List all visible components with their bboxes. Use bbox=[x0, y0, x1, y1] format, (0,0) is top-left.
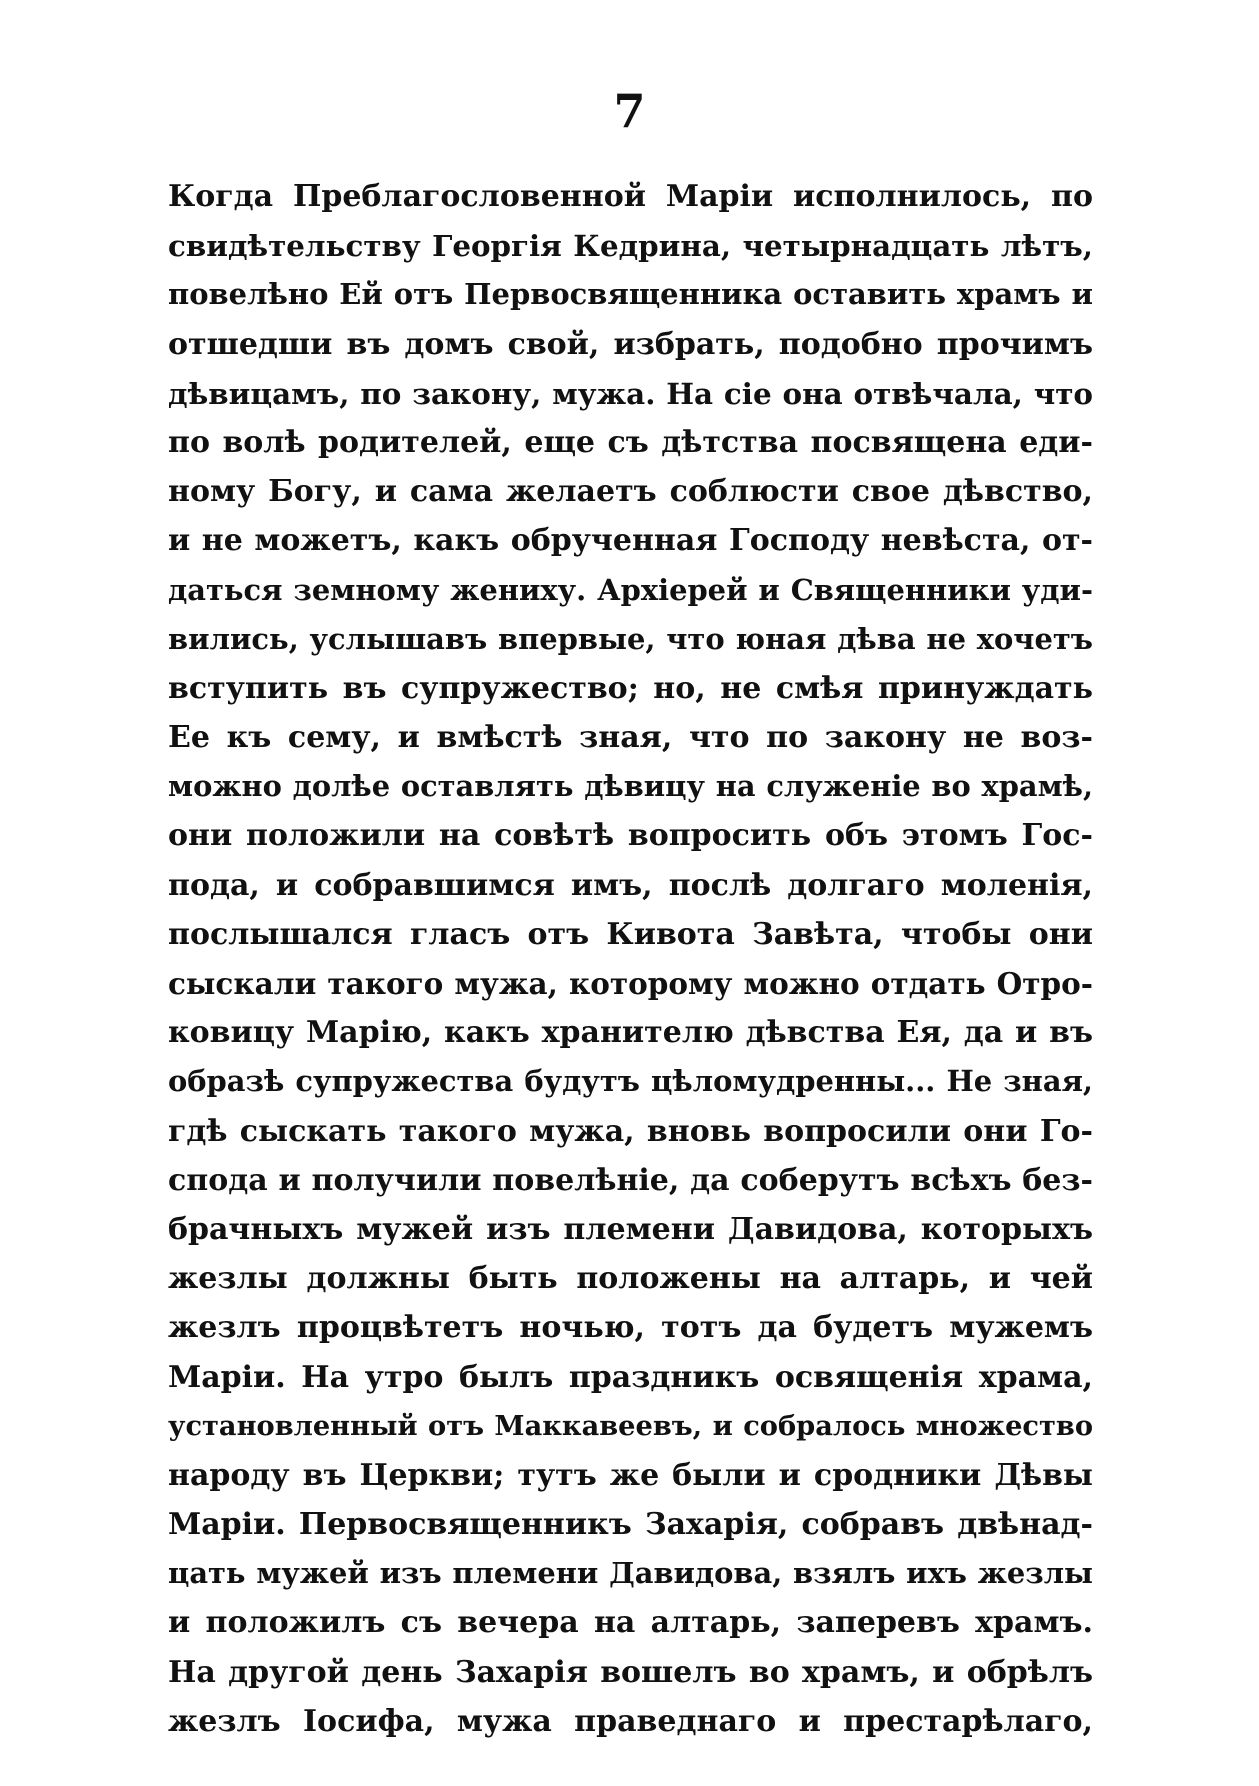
text-line: ному Богу, и сама желаетъ соблюсти свое дѣвство, bbox=[168, 474, 1093, 510]
text-line: Маріи. Первосвященникъ Захарія, собравъ двѣнад- bbox=[168, 1507, 1093, 1543]
text-line: жезлы должны быть положены на алтарь, и чей bbox=[168, 1261, 1093, 1297]
page-number: 7 bbox=[613, 84, 646, 138]
text-line: Маріи. На утро былъ праздникъ освященія храма, bbox=[168, 1359, 1093, 1395]
text-line: народу въ Церкви; тутъ же были и сродники Дѣвы bbox=[168, 1457, 1093, 1493]
text-line: они положили на совѣтѣ вопросить объ этомъ Гос- bbox=[168, 818, 1093, 854]
text-line: отшедши въ домъ свой, избрать, подобно прочимъ bbox=[168, 326, 1093, 362]
text-line: жезлъ Іосифа, мужа праведнаго и престарѣлаго, bbox=[168, 1703, 1093, 1739]
text-line: можно долѣе оставлять дѣвицу на служеніе во храмѣ, bbox=[168, 769, 1093, 804]
text-line: по волѣ родителей, еще съ дѣтства посвящена еди- bbox=[168, 424, 1093, 460]
text-line: пода, и собравшимся имъ, послѣ долгаго моленія, bbox=[168, 867, 1093, 903]
text-line: Когда Преблагословенной Маріи исполнилось, по bbox=[168, 179, 1093, 214]
text-line: образѣ супружества будутъ цѣломудренны... Не зная, bbox=[168, 1064, 1093, 1099]
text-line: сыскали такого мужа, которому можно отдать Отро- bbox=[168, 966, 1093, 1001]
text-line: установленный отъ Маккавеевъ, и собралось множество bbox=[168, 1409, 1093, 1442]
text-line: и положилъ съ вечера на алтарь, заперевъ храмъ. bbox=[168, 1605, 1093, 1641]
text-line: даться земному жениху. Архіерей и Священники уди- bbox=[168, 572, 1093, 607]
text-line: и не можетъ, какъ обрученная Господу невѣста, от- bbox=[168, 523, 1093, 559]
body-text bbox=[168, 172, 1093, 1746]
text-line: дѣвицамъ, по закону, мужа. На сіе она отвѣчала, что bbox=[168, 375, 1093, 411]
text-line: брачныхъ мужей изъ племени Давидова, которыхъ bbox=[168, 1211, 1093, 1247]
text-line: повелѣно Ей отъ Первосвященника оставить храмъ и bbox=[168, 277, 1093, 312]
text-line: вились, услышавъ впервые, что юная дѣва не хочетъ bbox=[168, 621, 1093, 656]
text-line: Ее къ сему, и вмѣстѣ зная, что по закону не воз- bbox=[168, 720, 1093, 756]
text-line: гдѣ сыскать такого мужа, вновь вопросили они Го- bbox=[168, 1113, 1093, 1149]
text-line: послышался гласъ отъ Кивота Завѣта, чтобы они bbox=[168, 916, 1093, 952]
text-line: жезлъ процвѣтетъ ночью, тотъ да будетъ мужемъ bbox=[168, 1310, 1093, 1346]
text-line: цать мужей изъ племени Давидова, взялъ ихъ жезлы bbox=[168, 1556, 1093, 1591]
text-line: ковицу Марію, какъ хранителю дѣвства Ея, да и въ bbox=[168, 1015, 1093, 1051]
text-line: свидѣтельству Георгія Кедрина, четырнадцать лѣтъ, bbox=[168, 228, 1093, 264]
text-line: спода и получили повелѣніе, да соберутъ всѣхъ без- bbox=[168, 1162, 1093, 1198]
text-line: вступить въ супружество; но, не смѣя принуждать bbox=[168, 670, 1093, 706]
text-line: На другой день Захарія вошелъ во храмъ, и обрѣлъ bbox=[168, 1654, 1093, 1690]
